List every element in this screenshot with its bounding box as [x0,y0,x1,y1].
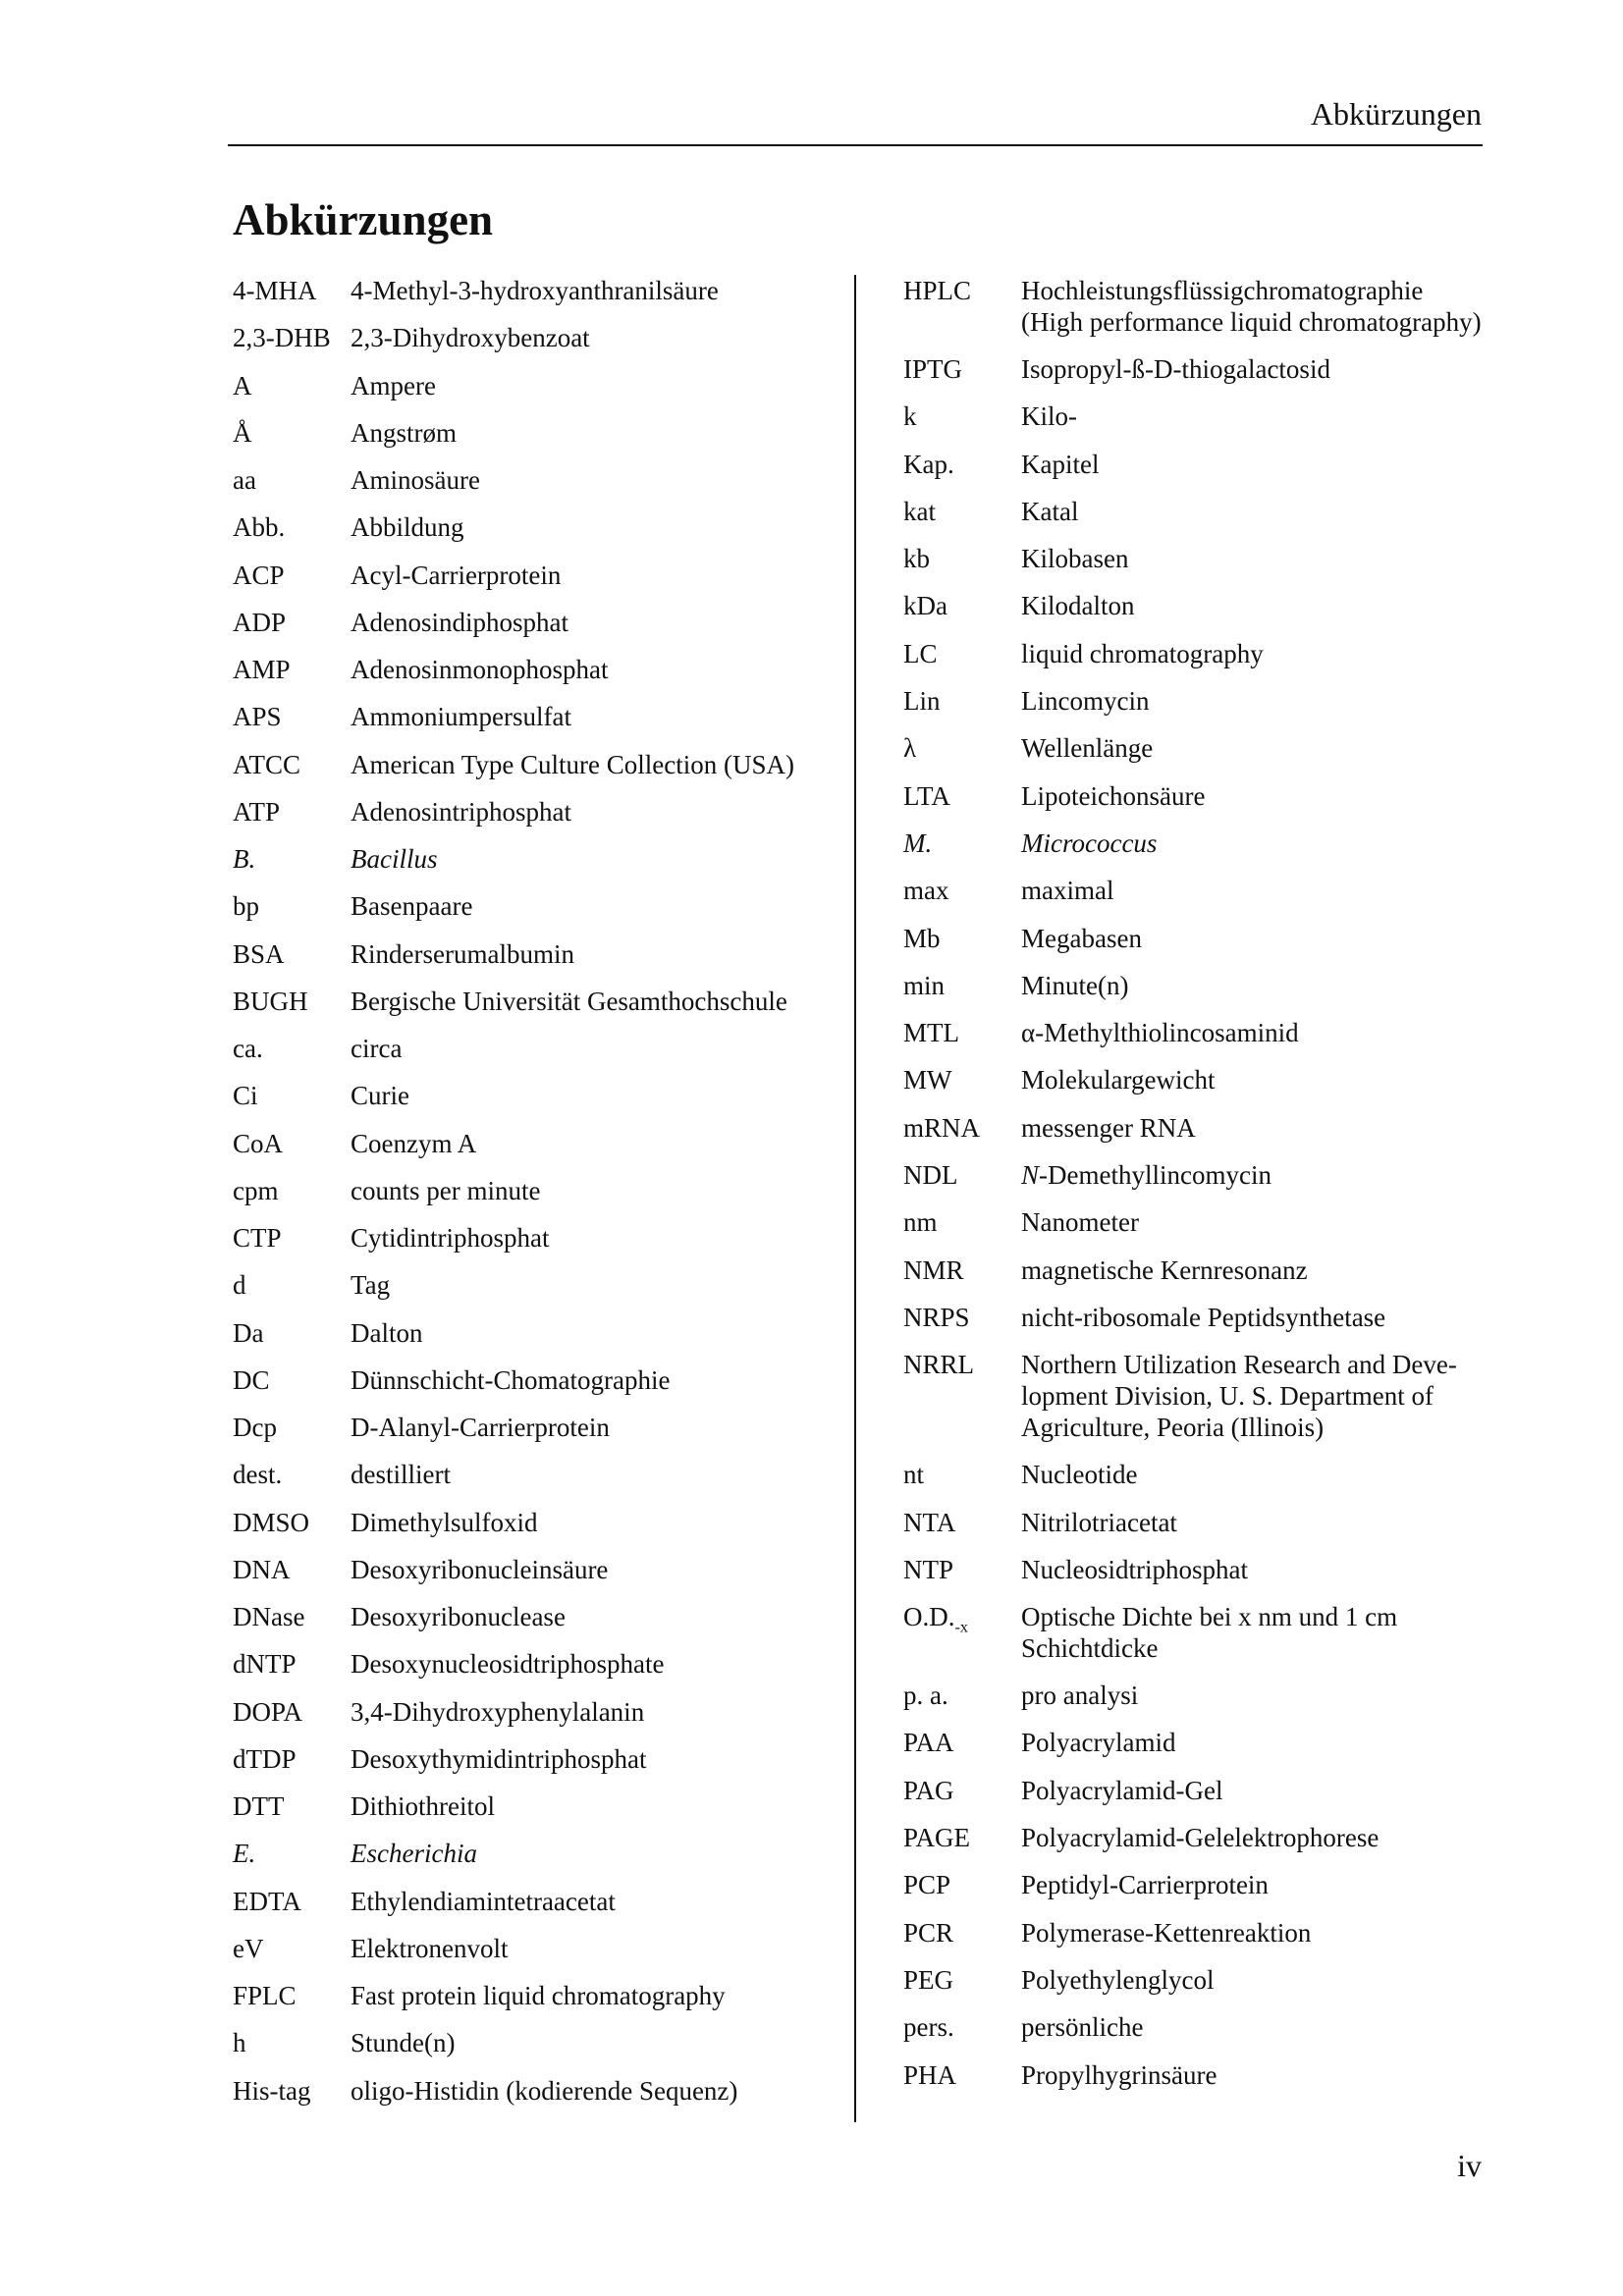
list-item [233,2027,841,2074]
abbreviation: NTP [903,1554,954,1584]
abbreviation: NTA [903,1507,956,1537]
list-item [903,828,1512,875]
definition: Katal [1021,496,1079,526]
abbreviation: PEG [903,1964,954,1995]
abbreviation: PAGE [903,1823,971,1853]
definition: Desoxyribonucleinsäure [351,1554,609,1584]
definition: Escherichia [351,1839,477,1869]
list-item [903,780,1512,828]
list-item [903,1159,1512,1206]
abbreviation: max [903,876,949,906]
list-item [233,2075,841,2122]
list-item [233,654,841,701]
definition: Polyacrylamid [1021,1728,1176,1758]
definition: Dithiothreitol [351,1791,495,1821]
definition: Molekulargewicht [1021,1065,1216,1095]
definition [1021,1159,1512,1191]
list-item [903,1349,1512,1459]
definition: Minute(n) [1021,970,1129,1000]
abbreviation: dNTP [233,1649,297,1680]
definition: Lincomycin [1021,686,1150,717]
definition: Polyacrylamid-Gel [1021,1775,1223,1805]
definition: 3,4-Dihydroxyphenylalanin [351,1696,645,1727]
list-item [903,923,1512,970]
abbreviation: AMP [233,655,291,684]
definition: American Type Culture Collection (USA) [351,749,795,779]
definition: magnetische Kernresonanz [1021,1255,1308,1285]
abbreviation: APS [233,702,282,732]
list-item [903,1459,1512,1506]
abbreviation: pers. [903,2012,954,2043]
abbreviation-text: O.D. [903,1602,955,1632]
abbreviation: E. [233,1839,256,1869]
abbreviation: NRRL [903,1350,975,1380]
list-item [233,1933,841,1980]
definition: Nitrilotriacetat [1021,1507,1177,1537]
definition: Fast protein liquid chromatography [351,1981,726,2010]
list-item [903,1554,1512,1601]
abbreviation: aa [233,465,256,495]
definition: Aminosäure [351,465,480,495]
list-item [233,1364,841,1412]
list-item [903,353,1512,400]
abbreviation: d [233,1270,246,1301]
small-caps-prefix: D [351,1413,370,1442]
definition [1021,1601,1512,1664]
list-item [233,511,841,559]
list-item [233,1175,841,1222]
abbreviation: LTA [903,780,950,811]
abbreviation: Kap. [903,449,954,479]
list-item [903,1822,1512,1869]
definition: liquid chromatography [1021,638,1264,668]
definition: Dalton [351,1317,423,1348]
definition: Cytidintriphosphat [351,1223,550,1253]
list-item [903,543,1512,590]
list-item [233,1648,841,1695]
definition: Polyethylenglycol [1021,1964,1215,1995]
abbreviation: DTT [233,1791,285,1821]
list-item [233,607,841,654]
definition: Lipoteichonsäure [1021,780,1206,811]
abbreviation: dTDP [233,1743,297,1774]
abbreviation: λ [903,733,917,764]
list-item [233,1790,841,1838]
abbreviation: Ci [233,1081,258,1111]
definition: oligo-Histidin (kodierende Sequenz) [351,2075,738,2106]
abbreviation: NMR [903,1255,964,1285]
definition: Micrococcus [1021,828,1158,858]
definition: Wellenlänge [1021,733,1154,764]
abbreviation: PHA [903,2059,957,2090]
definition: Stunde(n) [351,2028,456,2058]
list-item [903,970,1512,1017]
list-item [233,370,841,417]
abbreviation: BSA [233,938,285,969]
list-item [233,986,841,1033]
list-item [903,2011,1512,2058]
list-item [233,1222,841,1269]
abbreviation: kat [903,496,936,526]
abbreviation: PAG [903,1775,954,1805]
definition: 2,3-Dihydroxybenzoat [351,323,590,353]
abbreviation: PAA [903,1728,954,1758]
abbreviation: M. [903,828,933,858]
list-item [233,322,841,369]
list-item [903,732,1512,779]
definition: counts per minute [351,1175,541,1205]
running-header-title: Abkürzungen [1310,96,1482,132]
abbreviation: NRPS [903,1302,970,1332]
abbreviation: nt [903,1460,925,1490]
definition: Kilo- [1021,401,1077,432]
definition: Nucleotide [1021,1460,1138,1490]
abbreviation: MW [903,1065,952,1095]
abbreviation: His-tag [233,2075,311,2106]
definition-line: Northern Utilization Research and Deve- [1021,1350,1457,1380]
italic-prefix: N [1021,1160,1040,1191]
definition: destilliert [351,1460,451,1490]
list-item [233,1412,841,1459]
list-item [233,1838,841,1885]
list-item [233,938,841,986]
list-item [233,1033,841,1080]
abbreviation: Abb. [233,512,286,543]
definition: Angstrøm [351,417,457,448]
abbreviation: NDL [903,1160,958,1191]
definition: persönliche [1021,2012,1144,2043]
definition: Ammoniumpersulfat [351,702,571,732]
list-item [233,1980,841,2027]
definition: Kilodalton [1021,591,1135,621]
definition [1021,1349,1512,1443]
definition: Kilobasen [1021,544,1129,574]
list-item [903,1507,1512,1554]
abbreviation: IPTG [903,354,962,384]
definition-line: (High performance liquid chromatography) [1021,307,1482,337]
definition: pro analysi [1021,1681,1139,1711]
definition [1021,353,1512,385]
list-item [903,449,1512,496]
list-item [903,1255,1512,1302]
definition-rest: -Demethyllincomycin [1039,1160,1271,1191]
list-item [233,1507,841,1554]
abbreviation: Mb [903,923,941,953]
abbreviation: eV [233,1933,264,1963]
list-item [233,1696,841,1743]
definition: Elektronenvolt [351,1933,509,1963]
definition: Curie [351,1081,409,1111]
list-item [233,796,841,843]
definition-line: Hochleistungsflüssigchromatographie [1021,276,1424,305]
abbreviation: CTP [233,1223,282,1253]
definition: maximal [1021,876,1114,906]
definition: Propylhygrinsäure [1021,2059,1217,2090]
small-caps-letter: D [1153,354,1173,384]
abbreviation: DMSO [233,1507,310,1537]
definition: Acyl-Carrierprotein [351,560,562,590]
abbreviation-subscript: -x [954,1618,968,1636]
list-item [233,843,841,890]
definition: Desoxythymidintriphosphat [351,1743,647,1774]
definition: nicht-ribosomale Peptidsynthetase [1021,1302,1386,1332]
list-item [233,560,841,607]
abbreviation: kDa [903,591,947,621]
definition: Kapitel [1021,449,1100,479]
list-item [903,1017,1512,1064]
abbreviation: Dcp [233,1413,277,1442]
list-item [903,1775,1512,1822]
definition: Desoxyribonuclease [351,1602,566,1631]
abbreviation: 2,3-DHB [233,323,331,353]
definition: Bacillus [351,844,438,874]
definition-line: Schichtdicke [1021,1633,1159,1664]
definition: α-Methylthiolincosaminid [1021,1018,1299,1048]
abbreviation: bp [233,891,259,922]
page-title: Abkürzungen [233,195,494,244]
definition [1021,275,1512,338]
definition: messenger RNA [1021,1112,1196,1143]
list-item [903,400,1512,448]
abbreviation: DNase [233,1602,305,1631]
definition: Coenzym A [351,1128,477,1158]
list-item [233,1743,841,1790]
abbreviation: LC [903,638,938,668]
abbreviation: k [903,401,917,432]
abbreviation: ADP [233,607,287,637]
definition: Adenosinmonophosphat [351,655,609,684]
list-item [903,590,1512,637]
list-item [903,1727,1512,1774]
abbreviation: ACP [233,560,285,590]
header-rule [228,144,1483,146]
abbreviation: DC [233,1364,270,1395]
list-item [903,1917,1512,1964]
definition: Adenosindiphosphat [351,607,568,637]
definition: 4-Methyl-3-hydroxyanthranilsäure [351,276,719,305]
list-item [233,275,841,322]
abbreviation: kb [903,544,930,574]
definition: Abbildung [351,512,464,543]
abbreviation: ca. [233,1034,263,1063]
list-item [903,1680,1512,1727]
abbreviation: ATCC [233,749,301,779]
abbreviation-list-right [903,275,1512,2107]
abbreviation: Å [233,417,252,448]
list-item [903,875,1512,922]
definition [351,1412,841,1443]
abbreviation: Da [233,1317,264,1348]
abbreviation: min [903,970,946,1000]
list-item [903,496,1512,543]
abbreviation: DNA [233,1554,291,1584]
abbreviation: CoA [233,1128,284,1158]
abbreviation: BUGH [233,986,308,1016]
definition: Dünnschicht-Chomatographie [351,1364,671,1395]
list-item [233,701,841,748]
list-item [903,638,1512,685]
definition: Basenpaare [351,891,473,922]
list-item [233,1269,841,1316]
list-item [233,417,841,464]
abbreviation: PCP [903,1870,951,1900]
abbreviation: mRNA [903,1112,981,1143]
abbreviation: nm [903,1207,938,1238]
definition: Nanometer [1021,1207,1139,1238]
abbreviation: B. [233,844,256,874]
list-item [233,1554,841,1601]
definition: Rinderserumalbumin [351,938,574,969]
list-item [903,685,1512,732]
list-item [233,1459,841,1506]
list-item [233,1317,841,1364]
definition: Ampere [351,370,436,400]
abbreviation: HPLC [903,276,972,305]
list-item [233,890,841,937]
abbreviation: DOPA [233,1696,303,1727]
list-item [233,1128,841,1175]
list-item [233,1886,841,1933]
column-divider [854,275,856,2122]
abbreviation-list-left [233,275,841,2122]
definition: Bergische Universität Gesamthochschule [351,986,787,1016]
abbreviation: h [233,2028,246,2058]
abbreviation: cpm [233,1175,279,1205]
definition-line: Agriculture, Peoria (Illinois) [1021,1413,1325,1443]
list-item [903,1869,1512,1916]
list-item [233,749,841,796]
list-item [903,2059,1512,2107]
list-item [233,1601,841,1648]
abbreviation [903,1601,1021,1642]
abbreviation: MTL [903,1018,959,1048]
definition: Polymerase-Kettenreaktion [1021,1917,1312,1948]
abbreviation: ATP [233,796,281,827]
definition: Peptidyl-Carrierprotein [1021,1870,1269,1900]
definition-line: Optische Dichte bei x nm und 1 cm [1021,1602,1398,1632]
list-item [903,1302,1512,1349]
definition: Nucleosidtriphosphat [1021,1554,1248,1584]
page-number: iv [1457,2148,1482,2183]
definition-part: -thiogalactosid [1172,354,1330,384]
definition-part: Isopropyl-ß- [1021,354,1154,384]
list-item [233,464,841,511]
list-item [233,1080,841,1127]
abbreviation: FPLC [233,1981,297,2010]
definition: Dimethylsulfoxid [351,1507,538,1537]
abbreviation: dest. [233,1460,283,1490]
definition: Ethylendiamintetraacetat [351,1886,616,1916]
list-item [903,1601,1512,1680]
definition: Desoxynucleosidtriphosphate [351,1649,665,1680]
definition: Polyacrylamid-Gelelektrophorese [1021,1823,1380,1853]
list-item [903,1112,1512,1159]
definition: Megabasen [1021,923,1142,953]
definition: circa [351,1034,403,1063]
abbreviation: 4-MHA [233,276,317,305]
list-item [903,1064,1512,1111]
abbreviation: A [233,370,252,400]
list-item [903,1206,1512,1254]
definition-rest: -Alanyl-Carrierprotein [369,1413,610,1442]
abbreviation: PCR [903,1917,954,1948]
abbreviation: EDTA [233,1886,301,1916]
abbreviation: Lin [903,686,941,717]
list-item [903,275,1512,353]
definition: Tag [351,1270,391,1301]
abbreviation: p. a. [903,1681,948,1711]
definition: Adenosintriphosphat [351,796,571,827]
definition-line: lopment Division, U. S. Department of [1021,1381,1434,1412]
list-item [903,1964,1512,2011]
